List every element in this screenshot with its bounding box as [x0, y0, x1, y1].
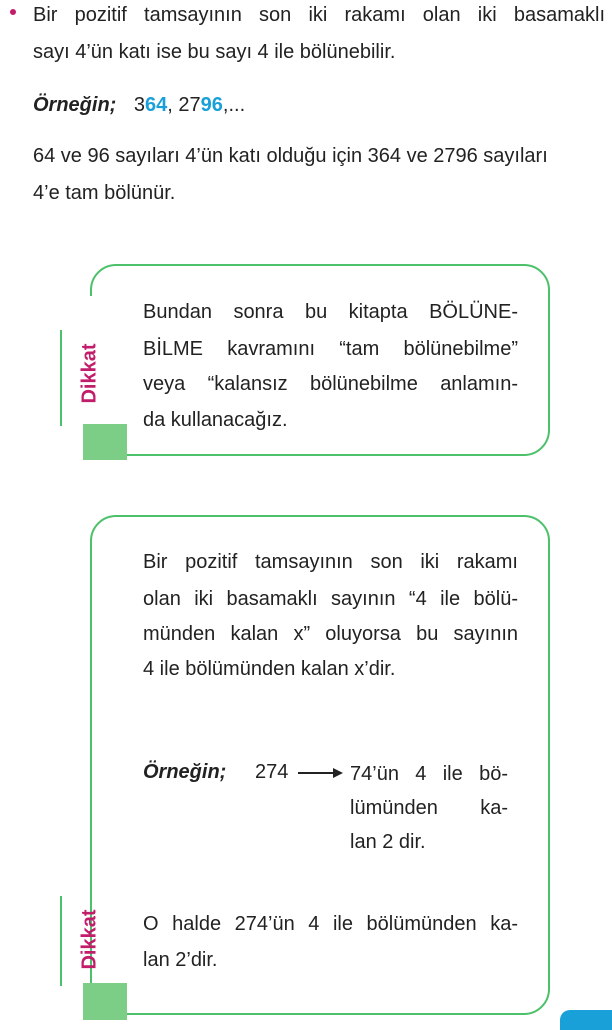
number-highlight-1: 64 — [145, 94, 168, 116]
note2-arrow-text-3: lan 2 dir. — [350, 831, 426, 853]
explanation-line-1: 64 ve 96 sayıları 4’ün katı olduğu için 364 ve 2796 sayıları — [33, 145, 548, 167]
arrow-head-icon — [333, 768, 343, 778]
note2-line-4: 4 ile bölümünden kalan x’dir. — [143, 658, 396, 680]
number-highlight-2: 96 — [200, 94, 223, 116]
tag-block-2 — [83, 983, 127, 1020]
note1-line-3: veya “kalansız bölünebilme anlamın- — [143, 373, 518, 395]
explanation-line-2: 4’e tam bölünür. — [33, 182, 176, 204]
note1-line-2: BİLME kavramını “tam bölünebilme” — [143, 338, 518, 360]
bullet-icon — [10, 9, 16, 15]
note1-line-4: da kullanacağız. — [143, 409, 288, 431]
dikkat-label-1: Dikkat — [78, 343, 101, 404]
rule-line-2: sayı 4’ün katı ise bu sayı 4 ile bölünebilir. — [33, 41, 396, 63]
note2-arrow-text-2: lümünden ka- — [350, 797, 508, 819]
note2-conclusion-2: lan 2’dir. — [143, 949, 218, 971]
ellipsis: ,... — [222, 94, 246, 116]
note2-arrow-text-1: 74’ün 4 ile bö- — [350, 763, 508, 785]
dikkat-label-2: Dikkat — [78, 909, 101, 970]
number-prefix-1: 3 — [133, 94, 146, 116]
note2-line-3: münden kalan x” oluyorsa bu sayının — [143, 623, 518, 645]
example-1 — [33, 93, 245, 117]
page-corner-decoration — [560, 1010, 612, 1030]
note2-line-1: Bir pozitif tamsayının son iki rakamı — [143, 551, 518, 573]
separator: , — [167, 94, 179, 116]
number-prefix-2: 27 — [178, 94, 201, 116]
tag-border-1 — [60, 330, 62, 426]
rule-line-1: Bir pozitif tamsayının son iki rakamı olan iki basamaklı — [33, 4, 605, 26]
note1-line-1: Bundan sonra bu kitapta BÖLÜNE- — [143, 301, 518, 323]
example-label: Örneğin; — [33, 94, 117, 116]
note2-example-number: 274 — [255, 761, 289, 783]
arrow-icon — [298, 772, 334, 774]
tag-border-2 — [60, 896, 62, 986]
tag-block-1 — [83, 424, 127, 460]
note2-conclusion-1: O halde 274’ün 4 ile bölümünden ka- — [143, 913, 518, 935]
note2-example-label: Örneğin; — [143, 761, 227, 783]
note2-line-2: olan iki basamaklı sayının “4 ile bölü- — [143, 588, 518, 610]
